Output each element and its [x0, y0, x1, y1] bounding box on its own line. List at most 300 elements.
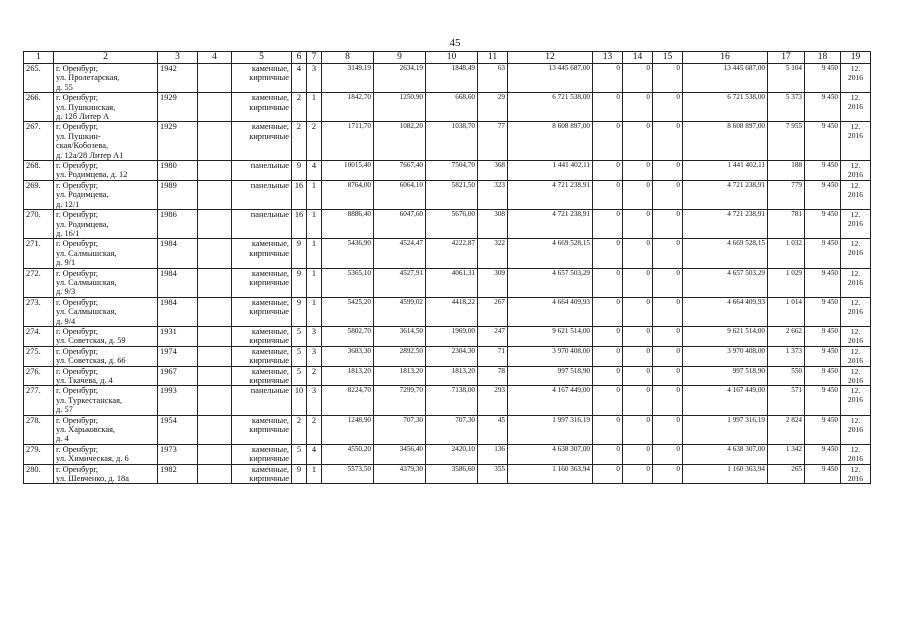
- floors-cell: 5: [292, 326, 307, 346]
- address-cell-line: ул. Шевченко, д. 18а: [56, 474, 129, 484]
- year-cell: 1973: [158, 444, 198, 464]
- deadline-cell-line: 2016: [847, 473, 864, 483]
- residents-cell: 78: [478, 366, 508, 386]
- col-header: 1: [24, 52, 54, 64]
- limit-cell: 9 450: [805, 64, 841, 93]
- limit-cell: 9 450: [805, 268, 841, 297]
- area-residential-cell: 1969,00: [426, 326, 478, 346]
- area-cell: 4599,02: [374, 297, 426, 326]
- area-residential-cell: 1848,49: [426, 64, 478, 93]
- fund-cell: 0: [653, 464, 683, 484]
- material-cell: [232, 415, 292, 444]
- fund-cell: 0: [623, 210, 653, 239]
- material-cell-line: панельные: [250, 210, 289, 220]
- address-cell-line: г. Оренбург,: [56, 122, 99, 132]
- col-header: 12: [508, 52, 593, 64]
- cost-cell: 4 638 307,00: [508, 444, 593, 464]
- deadline-cell-line: 2016: [847, 248, 864, 258]
- cost-total-cell: 4 167 449,00: [683, 386, 768, 415]
- col4-cell: [198, 386, 232, 415]
- row-number: 277.: [24, 386, 54, 415]
- deadline-cell: [841, 64, 871, 93]
- deadline-cell-line: 12.: [850, 180, 861, 190]
- residents-cell: 322: [478, 239, 508, 268]
- year-cell: 1929: [158, 122, 198, 161]
- col-header: 17: [768, 52, 805, 64]
- cost-cell: 4 721 238,91: [508, 210, 593, 239]
- area-cell: 7299,70: [374, 386, 426, 415]
- cost-cell: 4 669 528,15: [508, 239, 593, 268]
- address-cell-line: г. Оренбург,: [56, 93, 99, 103]
- deadline-cell-line: 2016: [847, 335, 864, 345]
- address-cell: [54, 93, 158, 122]
- material-cell-line: кирпичные: [249, 454, 289, 464]
- residents-cell: 247: [478, 326, 508, 346]
- address-cell-line: ул. Ткачева, д. 4: [56, 376, 113, 385]
- fund-cell: 0: [653, 122, 683, 161]
- limit-cell: 9 450: [805, 297, 841, 326]
- material-cell: [232, 444, 292, 464]
- fund-cell: 0: [593, 326, 623, 346]
- area-cell: 3614,50: [374, 326, 426, 346]
- area-residential-cell: 4061,31: [426, 268, 478, 297]
- address-cell: [54, 239, 158, 268]
- col-header: 5: [232, 52, 292, 64]
- year-cell: 1986: [158, 210, 198, 239]
- deadline-cell: [841, 464, 871, 484]
- material-cell: [232, 161, 292, 181]
- cost-cell: 4 657 503,29: [508, 268, 593, 297]
- fund-cell: 0: [623, 180, 653, 209]
- area-total-cell: 4550,20: [322, 444, 374, 464]
- col-header: 3: [158, 52, 198, 64]
- entrances-cell: 4: [307, 444, 322, 464]
- deadline-cell: [841, 415, 871, 444]
- entrances-cell: 1: [307, 464, 322, 484]
- material-cell-line: каменные,: [251, 64, 289, 73]
- col4-cell: [198, 366, 232, 386]
- limit-cell: 9 450: [805, 386, 841, 415]
- material-cell-line: кирпичные: [249, 277, 289, 287]
- year-cell: 1984: [158, 268, 198, 297]
- col4-cell: [198, 239, 232, 268]
- fund-cell: 0: [623, 366, 653, 386]
- year-cell: 1980: [158, 161, 198, 181]
- cost-per-meter-cell: 2 662: [768, 326, 805, 346]
- col-header: 4: [198, 52, 232, 64]
- floors-cell: 4: [292, 64, 307, 93]
- address-cell-line: д. 9/1: [56, 258, 76, 268]
- cost-cell: 1 160 363,94: [508, 464, 593, 484]
- address-cell-line: г. Оренбург,: [56, 366, 99, 376]
- material-cell: [232, 210, 292, 239]
- address-cell: [54, 346, 158, 366]
- deadline-cell-line: 12.: [850, 326, 861, 336]
- housing-table: [23, 51, 871, 484]
- header-row: [24, 52, 871, 64]
- fund-cell: 0: [623, 346, 653, 366]
- fund-cell: 0: [593, 268, 623, 297]
- area-total-cell: 8886,40: [322, 210, 374, 239]
- material-cell: [232, 268, 292, 297]
- table-row: [24, 161, 871, 181]
- address-cell: [54, 326, 158, 346]
- floors-cell: 16: [292, 210, 307, 239]
- deadline-cell-line: 2016: [847, 73, 864, 82]
- deadline-cell-line: 12.: [850, 161, 861, 171]
- cost-cell: 13 445 687,00: [508, 64, 593, 93]
- year-cell: 1974: [158, 346, 198, 366]
- address-cell-line: ул. Пушкинская,: [56, 102, 116, 112]
- deadline-cell-line: 12.: [850, 64, 861, 73]
- address-cell-line: д. 9/3: [56, 287, 76, 297]
- area-total-cell: 5802,70: [322, 326, 374, 346]
- address-cell: [54, 464, 158, 484]
- entrances-cell: 2: [307, 122, 322, 161]
- residents-cell: 267: [478, 297, 508, 326]
- area-cell: 4527,91: [374, 268, 426, 297]
- address-cell-line: г. Оренбург,: [56, 326, 99, 336]
- address-cell-line: ул. Химическая, д. 6: [56, 454, 129, 464]
- area-cell: 6064,10: [374, 180, 426, 209]
- deadline-cell: [841, 239, 871, 268]
- year-cell: 1954: [158, 415, 198, 444]
- residents-cell: 355: [478, 464, 508, 484]
- cost-total-cell: 4 657 503,29: [683, 268, 768, 297]
- deadline-cell-line: 2016: [847, 395, 864, 405]
- area-total-cell: 1842,70: [322, 93, 374, 122]
- area-total-cell: 8764,00: [322, 180, 374, 209]
- cost-per-meter-cell: 781: [768, 210, 805, 239]
- fund-cell: 0: [593, 464, 623, 484]
- cost-per-meter-cell: 1 373: [768, 346, 805, 366]
- address-cell-line: д. 12/1: [56, 199, 80, 209]
- fund-cell: 0: [653, 444, 683, 464]
- cost-cell: 4 664 409,93: [508, 297, 593, 326]
- area-total-cell: 3149,19: [322, 64, 374, 93]
- fund-cell: 0: [593, 415, 623, 444]
- fund-cell: 0: [623, 64, 653, 93]
- address-cell-line: г. Оренбург,: [56, 161, 99, 171]
- residents-cell: 309: [478, 268, 508, 297]
- year-cell: 1989: [158, 180, 198, 209]
- deadline-cell: [841, 93, 871, 122]
- deadline-cell-line: 2016: [847, 170, 864, 180]
- table-row: [24, 268, 871, 297]
- cost-cell: 4 721 238,91: [508, 180, 593, 209]
- area-total-cell: 8224,70: [322, 386, 374, 415]
- address-cell: [54, 386, 158, 415]
- material-cell-line: кирпичные: [249, 248, 289, 258]
- material-cell-line: кирпичные: [249, 73, 289, 83]
- deadline-cell-line: 2016: [847, 355, 864, 365]
- cost-total-cell: 4 721 238,91: [683, 180, 768, 209]
- col4-cell: [198, 93, 232, 122]
- row-number: 268.: [24, 161, 54, 181]
- fund-cell: 0: [593, 93, 623, 122]
- material-cell: [232, 346, 292, 366]
- row-number: 265.: [24, 64, 54, 93]
- material-cell-line: каменные,: [251, 366, 289, 376]
- floors-cell: 16: [292, 180, 307, 209]
- col4-cell: [198, 180, 232, 209]
- fund-cell: 0: [653, 180, 683, 209]
- address-cell: [54, 64, 158, 93]
- deadline-cell-line: 2016: [847, 102, 864, 112]
- address-cell-line: г. Оренбург,: [56, 239, 99, 249]
- col-header: 15: [653, 52, 683, 64]
- row-number: 273.: [24, 297, 54, 326]
- cost-per-meter-cell: 779: [768, 180, 805, 209]
- fund-cell: 0: [653, 326, 683, 346]
- area-cell: 2892,50: [374, 346, 426, 366]
- area-total-cell: 10015,40: [322, 161, 374, 181]
- material-cell-line: панельные: [250, 161, 289, 171]
- deadline-cell-line: 2016: [847, 375, 864, 385]
- residents-cell: 29: [478, 93, 508, 122]
- year-cell: 1942: [158, 64, 198, 93]
- cost-cell: 4 167 449,00: [508, 386, 593, 415]
- fund-cell: 0: [623, 297, 653, 326]
- area-residential-cell: 1813,20: [426, 366, 478, 386]
- address-cell-line: г. Оренбург,: [56, 444, 99, 454]
- table-row: [24, 64, 871, 93]
- material-cell-line: панельные: [250, 180, 289, 190]
- deadline-cell: [841, 122, 871, 161]
- fund-cell: 0: [623, 415, 653, 444]
- area-cell: 707,30: [374, 415, 426, 444]
- deadline-cell: [841, 346, 871, 366]
- address-cell-line: ул. Туркестанская,: [56, 395, 123, 405]
- material-cell-line: кирпичные: [249, 131, 289, 141]
- fund-cell: 0: [653, 93, 683, 122]
- area-residential-cell: 4222,87: [426, 239, 478, 268]
- col4-cell: [198, 415, 232, 444]
- residents-cell: 323: [478, 180, 508, 209]
- fund-cell: 0: [653, 210, 683, 239]
- deadline-cell: [841, 326, 871, 346]
- fund-cell: 0: [653, 268, 683, 297]
- table-row: [24, 210, 871, 239]
- entrances-cell: 3: [307, 326, 322, 346]
- area-residential-cell: 7138,00: [426, 386, 478, 415]
- area-total-cell: 5425,20: [322, 297, 374, 326]
- floors-cell: 5: [292, 346, 307, 366]
- year-cell: 1929: [158, 93, 198, 122]
- residents-cell: 293: [478, 386, 508, 415]
- fund-cell: 0: [623, 386, 653, 415]
- limit-cell: 9 450: [805, 444, 841, 464]
- floors-cell: 2: [292, 122, 307, 161]
- cost-cell: 997 518,90: [508, 366, 593, 386]
- deadline-cell: [841, 444, 871, 464]
- floors-cell: 9: [292, 297, 307, 326]
- table-row: [24, 239, 871, 268]
- cost-total-cell: 1 997 316,19: [683, 415, 768, 444]
- fund-cell: 0: [653, 161, 683, 181]
- row-number: 275.: [24, 346, 54, 366]
- material-cell-line: каменные,: [251, 415, 289, 425]
- col4-cell: [198, 122, 232, 161]
- address-cell-line: ул. Харьковская,: [56, 425, 116, 435]
- address-cell-line: д. 57: [56, 405, 73, 415]
- address-cell: [54, 444, 158, 464]
- floors-cell: 5: [292, 444, 307, 464]
- area-cell: 7667,40: [374, 161, 426, 181]
- col-header: 6: [292, 52, 307, 64]
- area-total-cell: 5573,50: [322, 464, 374, 484]
- material-cell: [232, 326, 292, 346]
- table-row: [24, 122, 871, 161]
- entrances-cell: 2: [307, 415, 322, 444]
- table-row: [24, 464, 871, 484]
- cost-total-cell: 6 721 538,00: [683, 93, 768, 122]
- cost-cell: 3 970 408,00: [508, 346, 593, 366]
- material-cell: [232, 122, 292, 161]
- address-cell-line: д. 12а/28 Литер А1: [56, 150, 124, 160]
- material-cell-line: кирпичные: [249, 336, 289, 346]
- entrances-cell: 4: [307, 161, 322, 181]
- year-cell: 1993: [158, 386, 198, 415]
- cost-per-meter-cell: 1 029: [768, 268, 805, 297]
- year-cell: 1984: [158, 297, 198, 326]
- material-cell-line: каменные,: [251, 122, 289, 132]
- address-cell-line: д. 55: [56, 82, 73, 92]
- cost-per-meter-cell: 265: [768, 464, 805, 484]
- deadline-cell-line: 12.: [850, 415, 861, 425]
- material-cell: [232, 464, 292, 484]
- fund-cell: 0: [623, 161, 653, 181]
- address-cell-line: ул. Родимцева,: [56, 219, 109, 229]
- area-residential-cell: 1038,70: [426, 122, 478, 161]
- area-residential-cell: 7504,70: [426, 161, 478, 181]
- address-cell-line: г. Оренбург,: [56, 210, 99, 220]
- limit-cell: 9 450: [805, 210, 841, 239]
- col-header: 18: [805, 52, 841, 64]
- cost-per-meter-cell: 1 014: [768, 297, 805, 326]
- material-cell-line: кирпичные: [249, 376, 289, 385]
- limit-cell: 9 450: [805, 366, 841, 386]
- cost-per-meter-cell: 7 955: [768, 122, 805, 161]
- material-cell-line: кирпичные: [249, 307, 289, 317]
- fund-cell: 0: [653, 386, 683, 415]
- material-cell-line: кирпичные: [249, 474, 289, 484]
- entrances-cell: 1: [307, 268, 322, 297]
- row-number: 272.: [24, 268, 54, 297]
- cost-per-meter-cell: 188: [768, 161, 805, 181]
- cost-total-cell: 1 160 363,94: [683, 464, 768, 484]
- floors-cell: 2: [292, 93, 307, 122]
- deadline-cell-line: 2016: [847, 219, 864, 229]
- address-cell-line: г. Оренбург,: [56, 64, 99, 73]
- material-cell: [232, 180, 292, 209]
- col4-cell: [198, 326, 232, 346]
- limit-cell: 9 450: [805, 464, 841, 484]
- address-cell-line: г. Оренбург,: [56, 346, 99, 356]
- entrances-cell: 1: [307, 297, 322, 326]
- fund-cell: 0: [623, 93, 653, 122]
- row-number: 269.: [24, 180, 54, 209]
- floors-cell: 9: [292, 161, 307, 181]
- deadline-cell-line: 12.: [850, 268, 861, 278]
- cost-per-meter-cell: 1 342: [768, 444, 805, 464]
- cost-total-cell: 4 664 409,93: [683, 297, 768, 326]
- page-number: 45: [449, 37, 461, 49]
- row-number: 274.: [24, 326, 54, 346]
- area-cell: 3456,40: [374, 444, 426, 464]
- fund-cell: 0: [623, 326, 653, 346]
- row-number: 267.: [24, 122, 54, 161]
- row-number: 278.: [24, 415, 54, 444]
- table-row: [24, 180, 871, 209]
- area-residential-cell: 5821,50: [426, 180, 478, 209]
- address-cell-line: ул. Салмышская,: [56, 277, 117, 287]
- cost-total-cell: 4 638 307,00: [683, 444, 768, 464]
- floors-cell: 5: [292, 366, 307, 386]
- area-total-cell: 3683,30: [322, 346, 374, 366]
- row-number: 276.: [24, 366, 54, 386]
- cost-per-meter-cell: 550: [768, 366, 805, 386]
- entrances-cell: 3: [307, 386, 322, 415]
- col4-cell: [198, 464, 232, 484]
- material-cell: [232, 386, 292, 415]
- address-cell: [54, 268, 158, 297]
- cost-cell: 8 608 897,00: [508, 122, 593, 161]
- deadline-cell: [841, 210, 871, 239]
- entrances-cell: 3: [307, 64, 322, 93]
- floors-cell: 9: [292, 268, 307, 297]
- material-cell-line: каменные,: [251, 444, 289, 454]
- cost-per-meter-cell: 2 824: [768, 415, 805, 444]
- fund-cell: 0: [593, 161, 623, 181]
- residents-cell: 77: [478, 122, 508, 161]
- deadline-cell: [841, 161, 871, 181]
- area-total-cell: 1248,90: [322, 415, 374, 444]
- address-cell: [54, 415, 158, 444]
- deadline-cell-line: 12.: [850, 210, 861, 220]
- material-cell-line: кирпичные: [249, 425, 289, 435]
- entrances-cell: 1: [307, 180, 322, 209]
- area-cell: 1813,20: [374, 366, 426, 386]
- area-residential-cell: 3586,60: [426, 464, 478, 484]
- limit-cell: 9 450: [805, 346, 841, 366]
- material-cell-line: каменные,: [251, 297, 289, 307]
- fund-cell: 0: [623, 268, 653, 297]
- cost-per-meter-cell: 5 373: [768, 93, 805, 122]
- address-cell: [54, 210, 158, 239]
- row-number: 279.: [24, 444, 54, 464]
- deadline-cell-line: 2016: [847, 424, 864, 434]
- material-cell-line: каменные,: [251, 268, 289, 278]
- entrances-cell: 2: [307, 366, 322, 386]
- deadline-cell-line: 12.: [850, 444, 861, 454]
- material-cell-line: кирпичные: [249, 102, 289, 112]
- fund-cell: 0: [593, 444, 623, 464]
- row-number: 266.: [24, 93, 54, 122]
- table-row: [24, 93, 871, 122]
- area-residential-cell: 5676,00: [426, 210, 478, 239]
- deadline-cell: [841, 297, 871, 326]
- deadline-cell-line: 2016: [847, 131, 864, 141]
- cost-cell: 1 441 402,11: [508, 161, 593, 181]
- col4-cell: [198, 444, 232, 464]
- deadline-cell-line: 12.: [850, 366, 861, 376]
- cost-total-cell: 4 669 528,15: [683, 239, 768, 268]
- year-cell: 1931: [158, 326, 198, 346]
- fund-cell: 0: [623, 122, 653, 161]
- address-cell-line: ул. Пролетарская,: [56, 73, 120, 83]
- cost-total-cell: 4 721 238,91: [683, 210, 768, 239]
